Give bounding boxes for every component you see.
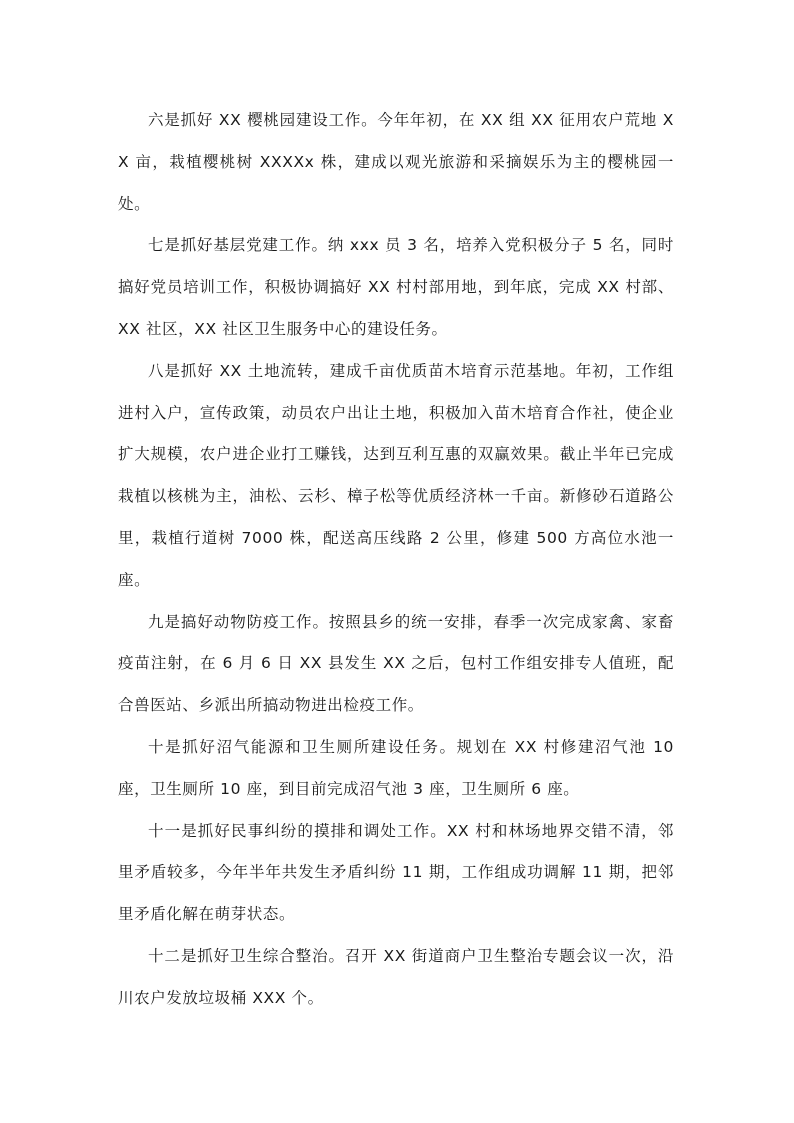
paragraph-land-transfer: 八是抓好 XX 土地流转，建成千亩优质苗木培育示范基地。年初，工作组进村入户，宣传政策，动员农户出让土地，积极加入苗木培育合作社，使企业扩大规模，农户进企业打工赚钱，达到互利互惠的双赢效果。截止半年已完成栽植以核桃为主，油松、云杉、樟子松等优质经济林一千亩。新修砂石道路公里，栽植行道树 7000 株，配送高压线路 2 公里，修建 500 方高位水池一座。	[118, 361, 674, 589]
paragraph-epidemic-prevention: 九是搞好动物防疫工作。按照县乡的统一安排，春季一次完成家禽、家畜疫苗注射，在 6 月 6 日 XX 县发生 XX 之后，包村工作组安排专人值班，配合兽医站、乡派出所搞动物进出检疫工作。	[118, 612, 674, 715]
document-body	[118, 100, 674, 1020]
paragraph-dispute-mediation: 十一是抓好民事纠纷的摸排和调处工作。XX 村和林场地界交错不清，邻里矛盾较多，今年半年共发生矛盾纠纷 11 期，工作组成功调解 11 期，把邻里矛盾化解在萌芽状态。	[118, 821, 674, 924]
paragraph-cherry-orchard: 六是抓好 XX 樱桃园建设工作。今年年初，在 XX 组 XX 征用农户荒地 XX 亩，栽植樱桃树 XXXXx 株，建成以观光旅游和采摘娱乐为主的樱桃园一处。	[118, 111, 674, 213]
paragraph-sanitation: 十二是抓好卫生综合整治。召开 XX 街道商户卫生整治专题会议一次，沿川农户发放垃圾桶 XXX 个。	[118, 946, 674, 1007]
paragraph-party-building: 七是抓好基层党建工作。纳 xxx 员 3 名，培养入党积极分子 5 名，同时搞好党员培训工作，积极协调搞好 XX 村村部用地，到年底，完成 XX 村部、XX 社区，XX 社区卫生服务中心的建设任务。	[118, 236, 674, 338]
paragraph-biogas-toilets: 十是抓好沼气能源和卫生厕所建设任务。规划在 XX 村修建沼气池 10 座，卫生厕所 10 座，到目前完成沼气池 3 座，卫生厕所 6 座。	[118, 737, 674, 798]
